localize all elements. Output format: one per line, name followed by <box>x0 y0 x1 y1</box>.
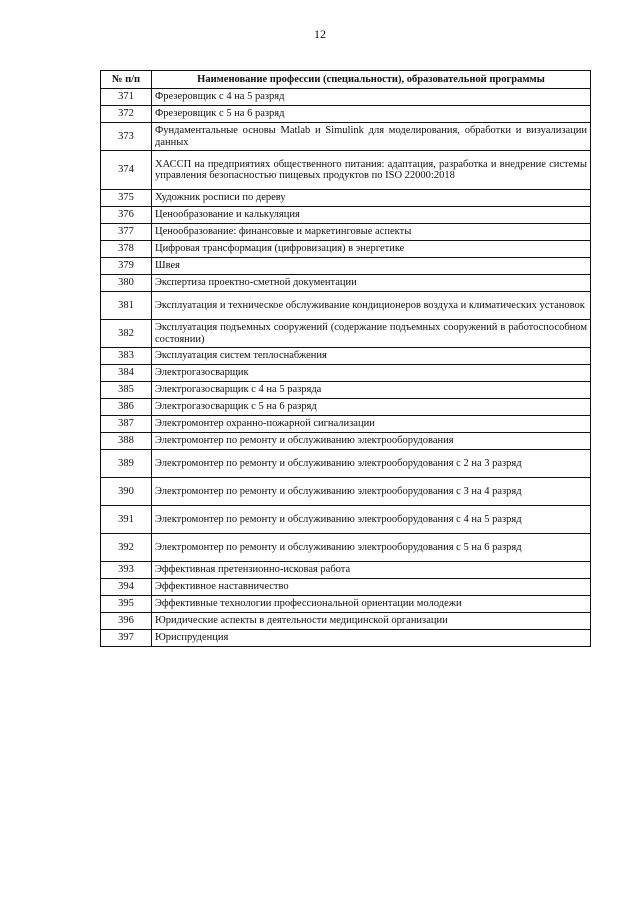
row-number: 390 <box>101 478 152 506</box>
row-name: Юридические аспекты в деятельности медицинской организации <box>152 613 591 630</box>
row-name: Электрогазосварщик с 5 на 6 разряд <box>152 399 591 416</box>
row-number: 375 <box>101 190 152 207</box>
row-number: 386 <box>101 399 152 416</box>
table-row <box>101 613 591 630</box>
row-number: 378 <box>101 241 152 258</box>
row-name: Электрогазосварщик <box>152 365 591 382</box>
table-row <box>101 348 591 365</box>
row-name: ХАССП на предприятиях общественного питания: адаптация, разработка и внедрение системы управления безопасностью пищевых продуктов по ISO 22000:2018 <box>152 151 591 190</box>
row-number: 377 <box>101 224 152 241</box>
row-name: Электромонтер по ремонту и обслуживанию электрооборудования с 5 на 6 разряд <box>152 534 591 562</box>
row-number: 381 <box>101 292 152 320</box>
row-name: Эффективная претензионно-исковая работа <box>152 562 591 579</box>
header-number: № п/п <box>101 71 152 89</box>
table-row <box>101 207 591 224</box>
row-number: 384 <box>101 365 152 382</box>
row-number: 385 <box>101 382 152 399</box>
row-number: 391 <box>101 506 152 534</box>
table-row <box>101 506 591 534</box>
table-row <box>101 534 591 562</box>
row-name: Эксплуатация и техническое обслуживание кондиционеров воздуха и климатических установок <box>152 292 591 320</box>
row-number: 393 <box>101 562 152 579</box>
table-row <box>101 258 591 275</box>
row-number: 396 <box>101 613 152 630</box>
row-number: 397 <box>101 630 152 647</box>
row-name: Эксплуатация подъемных сооружений (содержание подъемных сооружений в работоспособном состоянии) <box>152 320 591 348</box>
row-number: 371 <box>101 89 152 106</box>
table-row <box>101 89 591 106</box>
table-row <box>101 275 591 292</box>
row-name: Электрогазосварщик с 4 на 5 разряда <box>152 382 591 399</box>
row-number: 389 <box>101 450 152 478</box>
row-name: Фрезеровщик с 5 на 6 разряд <box>152 106 591 123</box>
row-name: Электромонтер по ремонту и обслуживанию электрооборудования с 3 на 4 разряд <box>152 478 591 506</box>
table-row <box>101 241 591 258</box>
row-number: 383 <box>101 348 152 365</box>
row-number: 394 <box>101 579 152 596</box>
professions-table <box>100 70 591 647</box>
table-row <box>101 190 591 207</box>
row-number: 382 <box>101 320 152 348</box>
row-name: Фундаментальные основы Matlab и Simulink для моделирования, обработки и визуализации данных <box>152 123 591 151</box>
row-name: Экспертиза проектно-сметной документации <box>152 275 591 292</box>
table-row <box>101 478 591 506</box>
row-number: 395 <box>101 596 152 613</box>
row-name: Художник росписи по дереву <box>152 190 591 207</box>
row-name: Электромонтер охранно-пожарной сигнализации <box>152 416 591 433</box>
row-number: 372 <box>101 106 152 123</box>
row-number: 380 <box>101 275 152 292</box>
table-row <box>101 151 591 190</box>
row-name: Электромонтер по ремонту и обслуживанию электрооборудования с 2 на 3 разряд <box>152 450 591 478</box>
row-number: 373 <box>101 123 152 151</box>
table-header-row <box>101 71 591 89</box>
table-row <box>101 596 591 613</box>
table-row <box>101 382 591 399</box>
row-number: 374 <box>101 151 152 190</box>
row-name: Ценообразование и калькуляция <box>152 207 591 224</box>
row-number: 387 <box>101 416 152 433</box>
table-row <box>101 579 591 596</box>
row-name: Эффективные технологии профессиональной ориентации молодежи <box>152 596 591 613</box>
row-name: Электромонтер по ремонту и обслуживанию электрооборудования с 4 на 5 разряд <box>152 506 591 534</box>
row-name: Ценообразование: финансовые и маркетинговые аспекты <box>152 224 591 241</box>
row-number: 388 <box>101 433 152 450</box>
row-name: Эффективное наставничество <box>152 579 591 596</box>
table-row <box>101 450 591 478</box>
row-name: Фрезеровщик с 4 на 5 разряд <box>152 89 591 106</box>
row-number: 379 <box>101 258 152 275</box>
table-row <box>101 106 591 123</box>
page-number: 12 <box>314 27 326 41</box>
row-name: Эксплуатация систем теплоснабжения <box>152 348 591 365</box>
table-row <box>101 224 591 241</box>
table-row <box>101 562 591 579</box>
table-row <box>101 416 591 433</box>
row-name: Цифровая трансформация (цифровизация) в энергетике <box>152 241 591 258</box>
row-number: 376 <box>101 207 152 224</box>
table-row <box>101 630 591 647</box>
header-name: Наименование профессии (специальности), образовательной программы <box>152 71 591 89</box>
table-row <box>101 399 591 416</box>
table-row <box>101 123 591 151</box>
table-row <box>101 292 591 320</box>
row-name: Электромонтер по ремонту и обслуживанию электрооборудования <box>152 433 591 450</box>
row-name: Швея <box>152 258 591 275</box>
table-row <box>101 320 591 348</box>
table-row <box>101 433 591 450</box>
table-row <box>101 365 591 382</box>
row-name: Юриспруденция <box>152 630 591 647</box>
row-number: 392 <box>101 534 152 562</box>
